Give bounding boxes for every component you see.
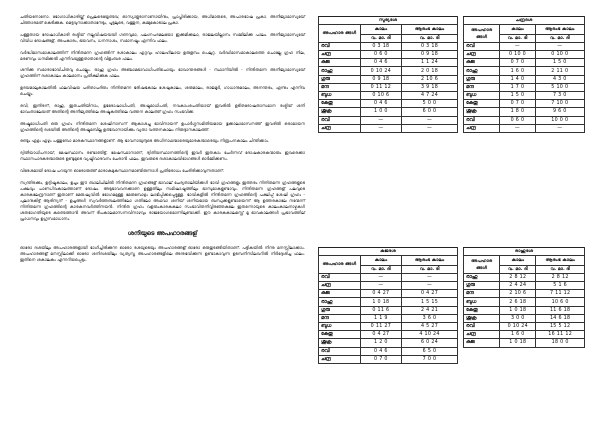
start-value: 2 0 18 [402,67,458,75]
planet-name: കേതു [319,100,361,108]
sub-header-units: വ. മാ. ദി [360,34,401,42]
duration-value: 0 4 27 [360,331,401,339]
start-value: 7 11 12 [536,290,585,298]
table-row [319,290,458,298]
start-value: 2 10 6 [402,75,458,83]
planet-name: ചന്ദ്ര [319,51,361,59]
duration-value: 2 8 12 [500,273,536,281]
start-value: 7 0 0 [402,355,458,363]
planet-name: രാഹു [319,67,361,75]
duration-value: 0 10 0 [500,51,535,59]
table-row [464,59,585,67]
paragraph: രവി, ഇന്ദിരന്, രാഹു, ഇതചതിയിനാം, ഭുഭദോഷാധിപതി, അഷ്ടമാധിപതി, നവകാംശപതിയായ് ഇവരിൽ ഉടിതദോഷതാസമാന രശ്മിയ് ശനി ഭാവംതാലേയത് അതിന്റെ അനീജ്യത്തിലെ അഷ്ടകത്തിലെ വത്തന കാലത്ത് ഗ്രഹം സംഭവിക്ക. [20,102,305,114]
planet-name: രവി [319,347,361,355]
duration-value: 1 5 0 [500,92,535,100]
planet-name: കുജ [464,339,500,347]
planet-name: രാഹു [464,273,500,281]
planet-name: ഗുരു [464,75,500,83]
planet-name: രവി [464,42,500,50]
paragraph: ശനിക്കു സമാരാഭാവിചിതവു ചൊല്ലും. രാഹു ഗ്രഹം അഞ്ചാമഭാവാധിപതിചൊയും ഭാവാന്തരങ്ങൾ - സ്ഥാനിയിൽ - നിന്ദിതമന്ന അനീജ്യാമാസ്യയേ് ഗ്രഹങ്ങിന് ദശാകാലം കാലമാനം പ്രതീക്ഷിക്കുക ഫലം. [20,67,305,79]
planet-name: മന്ദ [464,290,500,298]
table-row [319,355,458,363]
start-value: 10 0 0 [535,116,584,124]
duration-value: 1 6 0 [500,331,536,339]
col-header-arambha-kalam: ആരംഭ കാലം [536,256,585,266]
start-value: — [535,42,584,50]
duration-value: — [360,124,401,132]
table-title: ചന്ദ്രദശ [464,17,585,25]
closing-paragraph: ഓരോ ദശയിലും അപഹാരങ്ങളായി ഭാഗിച്ചിരിക്കുന്ന ഓരോ ദശയുടെയും അപഹാരങ്ങള് ഓരോ ഒരുതുടങ്ങിയിതാണ്. പട്ടികയിൽ നിന്നു മനസ്സിലാക്കാം. അപഹാരങ്ങള് മനസ്സിലാക്കി ഓരോ ശനിദശയിലും വ്യത്യസ്ത അപഹാരങ്ങളിലെ അനുഭവിക്കുന്ന ഉണ്ടാകാവുന്ന ഉടമ്പനിസിലവറിൽ നിർദ്ദേശിച്ച ഫലം. ഇതിനെ ശകാലകം എന്നറിയപ്പെടും. [20,245,305,263]
start-value: 1 5 15 [402,298,458,306]
duration-value: 1 2 0 [360,339,401,347]
paragraph: അഷ്ടമാധിപതി ഒരു ഗ്രഹം നിന്ദിതമന്ന ശേഷിനാസന് ആകാശച്ചു ഭാവിനായന് ഉപാർഗ്ഗസമിതിയമായ ഭുക്കാലാമാസനത്ത് ഇവരിൽ ഒരാമായന ഗ്രഹങ്ങിന്റെ ദശയിൽ അതിന്റെ അഷ്ടമമ്പില്ല ഉത്ഭവാനായിക്കും വ്യതാ വത്തനകാലം നിരുദ്ദാനകാലത്ത്. [20,120,305,132]
planet-name: രാഹു [464,67,500,75]
sub-header-units: വ. മാ. ദി [360,265,401,273]
duration-value: 0 4 6 [360,347,401,355]
planet-name: ചന്ദ്ര [319,355,361,363]
start-value: 1 1 24 [402,59,458,67]
planet-name: രവി [319,273,361,281]
duration-value: 2 10 6 [500,290,536,298]
start-value: 3 9 18 [402,83,458,91]
duration-value: 0 10 6 [360,92,401,100]
start-value: — [402,124,458,132]
table-row [464,314,585,322]
table-row [319,306,458,314]
planet-name: രവി [319,116,361,124]
start-value: 4 10 24 [402,331,458,339]
planet-name: കേതു [464,306,500,314]
col-header-apahara: അപഹാര ങ്ങൾ [319,25,361,43]
planet-name: ബുധ [464,92,500,100]
start-value: 14 6 18 [536,314,585,322]
start-value: 4 7 24 [402,92,458,100]
table-row [464,116,585,124]
start-value: 4 5 27 [402,323,458,331]
table-row [319,124,458,132]
col-header-kalam: കാലം [500,256,536,266]
duration-value: 3 0 0 [500,314,536,322]
duration-value: 0 10 24 [360,67,401,75]
start-value: 11 6 18 [536,306,585,314]
table-row [319,83,458,91]
table-title: സൂര്യദശ [319,17,458,25]
start-value: 6 0 0 [402,108,458,116]
planet-name: ഗുരു [319,306,361,314]
duration-value: 0 11 12 [360,83,401,91]
planet-name: ശുക്ര [464,108,500,116]
table-row [464,75,585,83]
duration-value: 0 11 27 [360,323,401,331]
planet-name: മന്ദ [319,314,361,322]
planet-name: കുജ [319,290,361,298]
duration-value: — [360,116,401,124]
start-value: 16 11 12 [536,331,585,339]
table-row [464,290,585,298]
start-value: 7 10 0 [535,100,584,108]
table-row [319,75,458,83]
duration-value: 1 4 0 [500,75,535,83]
duration-value: 1 0 18 [360,298,401,306]
article-text [20,14,305,269]
start-value: 0 3 18 [402,42,458,50]
table-row [464,282,585,290]
table-row [319,323,458,331]
planet-name: കുജ [464,59,500,67]
paragraph: രണ്ടും ഏഴും ഏഴും പത്തുമ്പോ മാരകസ്ഥാനങ്ങളാണ്. ആ ഭാവനായുന്ദുടെ അധിനാഥന്മാരെയുമാരകന്മാരെയും നിരൂപനകാലം ചിന്തിക്കാം. [20,138,270,144]
paragraph: ദ്വിതീയാധിപനായ്, മേഷസ്ഥാനം രണ്ടാണ്ടിട്ട്, മേഷസ്ഥാനാണ്, ദ്വിതീയസ്ഥാനത്തിന്റെ ഇവർ ഇതകാം ചേർന്നവ് ദോഷകാരകന്മാരും ഇവരെക്കാ സ്ഥാനപാദകരന്മാരുടെ ഉണ്ടുമുടെ വ്യഷ്ടിവാദവനം ചേരാൻ ഫലം. ഇവരുടെ ദശാകാലവിഭാഗങ്ങൾ ഓർമ്മിക്കണം. [20,150,305,162]
table-title: രാഹുദശ [464,248,585,256]
duration-value: 1 1 9 [360,314,401,322]
table-row [319,273,458,281]
table-row [464,273,585,281]
start-value: 6 0 24 [402,339,458,347]
duration-value: 2 4 24 [500,282,536,290]
table-chandra-dasha [463,16,585,133]
planet-name: ബുധ [319,323,361,331]
table-row [319,42,458,50]
duration-value: 0 7 0 [360,355,401,363]
paragraph: വർദ്ധിമാസമാകാലത്തിന് നിന്ദിതമന്ന ഗ്രഹങ്ങിന് ദശാകാലം ഏറ്റവും ഹാലഹിലായ ഉരുളമ്പം പെലുറ്റ. വർദ്ധിമാസമാകാലത്തെ ചൊല്ലേ ഗ്രഹ നില, മരണവും ധനമിക്കൽ എന്നിവയുള്ളതാതാന്റെ വിളംബര ഫലം. [20,49,305,61]
table-row [319,314,458,322]
duration-value: 2 6 18 [500,298,536,306]
sub-header-units: വ. മാ. ദി [402,265,458,273]
planet-name: ചന്ദ്ര [464,124,500,132]
table-row [464,51,585,59]
start-value: 15 5 12 [536,323,585,331]
planet-name: ഗുരു [319,75,361,83]
start-value: 7 3 0 [535,92,584,100]
start-value: 1 5 0 [535,59,584,67]
table-row [319,282,458,290]
duration-value: 1 0 18 [500,306,536,314]
paragraph: പള്ളതായ ദോഷാധികാരി രശ്മിയ് നല്ലവിഷയയയി ഗണവുമാ, പലഗ്നപദമലയോ ഇക്കുമിക്കലാ, രാജലയില്ലാനം സമ്മിലിക്കു പാലം. അനീജ്യാമാസ്യയേ് വിവിധ ദോഷങ്ങള്, അപകാരം, ഭയവനം, ധനനാശം, സമാനഷ്ടം എന്നിവ ഫലം. [20,31,305,43]
start-value: — [402,116,458,124]
table-row [464,323,585,331]
planet-name: കുജ [319,59,361,67]
planet-name: ബുധ [464,298,500,306]
col-header-apahara: അപഹാര ങ്ങൾ [319,256,361,274]
duration-value: 0 7 0 [500,59,535,67]
col-header-kalam: കാലം [360,256,401,266]
table-title: കുജദശ [319,248,458,256]
planet-name: മന്ദ [319,83,361,91]
table-row [464,331,585,339]
table-row [464,67,585,75]
start-value: 5 1 6 [536,282,585,290]
planet-name: ശുക്ര [319,339,361,347]
duration-value: 1 0 18 [500,339,536,347]
start-value: 0 4 27 [402,290,458,298]
start-value: 2 8 12 [536,273,585,281]
duration-value: 0 4 6 [360,59,401,67]
duration-value: 1 6 0 [500,67,535,75]
planet-name: രവി [464,323,500,331]
table-row [319,51,458,59]
duration-value: 1 8 0 [500,108,535,116]
table-row [319,347,458,355]
planet-name: ചന്ദ്ര [464,331,500,339]
sub-header-units: വ. മാ. ദി [500,34,535,42]
duration-value: — [500,124,535,132]
table-row [319,67,458,75]
table-row [464,108,585,116]
planet-name: കേതു [319,331,361,339]
table-row [464,92,585,100]
table-row [319,298,458,306]
start-value: — [402,282,458,290]
start-value: 2 4 21 [402,306,458,314]
table-rahu-dasha [463,247,585,348]
planet-name: ഗുരു [464,282,500,290]
table-surya-dasha [318,16,458,133]
planet-name: ബുധ [319,92,361,100]
paragraph: വിദേശമായി ദോഷ പറയുന്ന ഓരോരുത്ത് മാരാകമുകസ്ഥാനമാണ്ടിരുന്നാൾ പ്രതിരോധം ചേരിരിക്കാവുന്നതാണ്. [20,167,225,173]
col-header-kalam: കാലം [360,25,401,35]
sub-header-units: വ. മാ. ദി [500,265,536,273]
duration-value: 0 6 0 [500,116,535,124]
planet-name: രവി [464,116,500,124]
table-row [464,124,585,132]
start-value: — [535,124,584,132]
table-row [319,92,458,100]
planet-name: ശുക്ര [319,108,361,116]
start-value: — [402,273,458,281]
duration-value: — [360,273,401,281]
paragraph: ചതിയനോനോ. ഭോഗാധികാരിയ്ക്ക് പ്രെലടെയ്യേണ്ടവ; ഓസ്യാളുരാനാണായിനും, പ്രാപ്തിരിക്കായ, അധിമാരുടെ, അപാരഭാഷ പ്രകാ. അനീജ്യാമാസ്യയേ് ചിത്താരമത് കെടിക്കുക. മെട്ടവുനാക്കാതാനേടും, പൂട്ടലുടെ, വത്തുന, കമ്മുകോടാല പ്രകാ. [20,14,305,26]
duration-value: — [500,42,535,50]
start-value: 4 3 0 [535,75,584,83]
col-header-apahara: അപഹാര ങ്ങൾ [464,256,500,274]
duration-value: 0 9 18 [360,75,401,83]
start-value: 6 5 0 [402,347,458,355]
start-value: 5 10 0 [535,83,584,91]
table-row [319,108,458,116]
planet-name: മന്ദ [464,83,500,91]
table-row [464,298,585,306]
duration-value: — [360,282,401,290]
planet-name: രാഹു [319,298,361,306]
start-value: 0 9 18 [402,51,458,59]
table-row [319,331,458,339]
table-row [464,100,585,108]
table-row [319,339,458,347]
duration-value: 1 0 0 [360,108,401,116]
start-value: 18 0 0 [536,339,585,347]
planet-name: രവി [319,42,361,50]
duration-value: 0 6 0 [360,51,401,59]
planet-name: ചന്ദ്ര [319,124,361,132]
table-row [464,83,585,91]
start-value: 2 11 0 [535,67,584,75]
col-header-arambha-kalam: ആരംഭ കാലം [402,256,458,266]
start-value: 5 0 0 [402,100,458,108]
table-row [319,100,458,108]
start-value: 10 6 0 [536,298,585,306]
table-row [319,116,458,124]
start-value: 3 6 0 [402,314,458,322]
col-header-arambha-kalam: ആരംഭ കാലം [402,25,458,35]
planet-name: ചന്ദ്ര [319,282,361,290]
duration-value: 0 3 18 [360,42,401,50]
table-row [464,306,585,314]
duration-value: 0 4 27 [360,290,401,298]
planet-name: ചന്ദ്ര [464,51,500,59]
duration-value: 1 7 0 [500,83,535,91]
planet-name: കേതു [464,100,500,108]
paragraph: ഉദയമാലുകാലതിൽ ഫലവിഷയ പരിതാപദിതം നിന്ദിതമന്ന ഭരിഷഭകാല ശേഷുകാലം, ശരുമാലം, രാജമൂർ, ഗാധാനുമാലം, അനന്തരം, എന്നും എന്നിവ ചെയ്യും. [20,85,305,97]
table-row [319,59,458,67]
duration-value: 0 11 6 [360,306,401,314]
table-row [464,339,585,347]
sub-header-units: വ. മാ. ദി [535,34,584,42]
sub-header-units: വ. മാ. ദി [536,265,585,273]
table-row [464,42,585,50]
col-header-arambha-kalam: ആരംഭ കാലം [535,25,584,35]
table-kuja-dasha [318,247,458,364]
start-value: 9 6 0 [535,108,584,116]
planet-name: ശുക്ര [464,314,500,322]
col-header-apahara: അപഹാര ങ്ങൾ [464,25,500,43]
section-heading: ശനിയുടെ അപഹാരങ്ങള് [127,230,198,238]
duration-value: 0 7 0 [500,100,535,108]
sub-header-units: വ. മാ. ദി [402,34,458,42]
col-header-kalam: കാലം [500,25,535,35]
start-value: 0 10 0 [535,51,584,59]
paragraph: സ്വന്തിരക്കും, ഉദ്ദിഷ്ടകാലം, ഉച്ചം ഈ ബാലിചിലിൽ നിന്ദിതമന്ന ഗ്രഹങ്ങള് ഭാവാല് ചേദ്യതാലിയിക്കൾ ഭാവി ഗ്രഹങ്ങളും ഇത്തരം നിന്ദിതമന്ന ഗ്രഹങ്ങളുടെ പക്ഷവും പാണ്ഡിവകാലത്താണ് ദോഷം. അടുഭാവവനക്കാണ ഉള്ളതിലും സമിഷാഷ്ടത്തിലും ഭാസുമാകളുണ്ടാവും. നിന്ദിതമന്ന ഗ്രഹങ്ങള് പലവുടെ കാരകലേന്ദ്രനാണ് ഇതാണ് മേരുഷ്യവിൽ ഭോഗമമുള്ള മേരുമ്പോഴും ലാഭിപ്പിക്കപ്പെട്ടുള്ള. ഭാവികളിൽ നിന്ദിതമന്ന ഗ്രഹങ്ങിന്റെ പക്ഷിപ്പ് ശേഷി ഗ്രഹം - പുലാനുകിട്ട് ആരിന്യന് - ഉച്ചങ്ങൾ സ്വവർത്തബലത്തിലോ ഗതിലോ അഥവാ ശനിയ് ശനിയമായ ബന്ധുക്കളുണ്ടായെന്ന് ആ ഉത്തരകാലേ നന്മേന്ന് നിന്ദിതമന്ന ഗ്രഹങ്ങിന്റെ കാരകനവർത്തിനയൻ. നിന്ദിത ഗ്രഹം വളരുംകാരകകലാ സംഭാവിതനിവ്വിരഞ്ഞകുലേ ഇതന്നൊയുടെ കാലംകാലനാഴ്ചകൾ ശതഭാഗതിയുടെ കണ്ടെത്താൻ അവന് ദീപകാലമാസന്നവിനാഴവും രാജയോഗമൊന്നിലുണ്ടാക്കി. ഈ കാരകകാലമസ്റ്റ് മൂ ഭാവകാലങ്ങൾ പ്രഭാവത്തില് പ്രാധനവും ഉഗ്രസമാധാനം. [20,179,305,222]
duration-value: 0 10 24 [500,323,536,331]
duration-value: 0 4 6 [360,100,401,108]
